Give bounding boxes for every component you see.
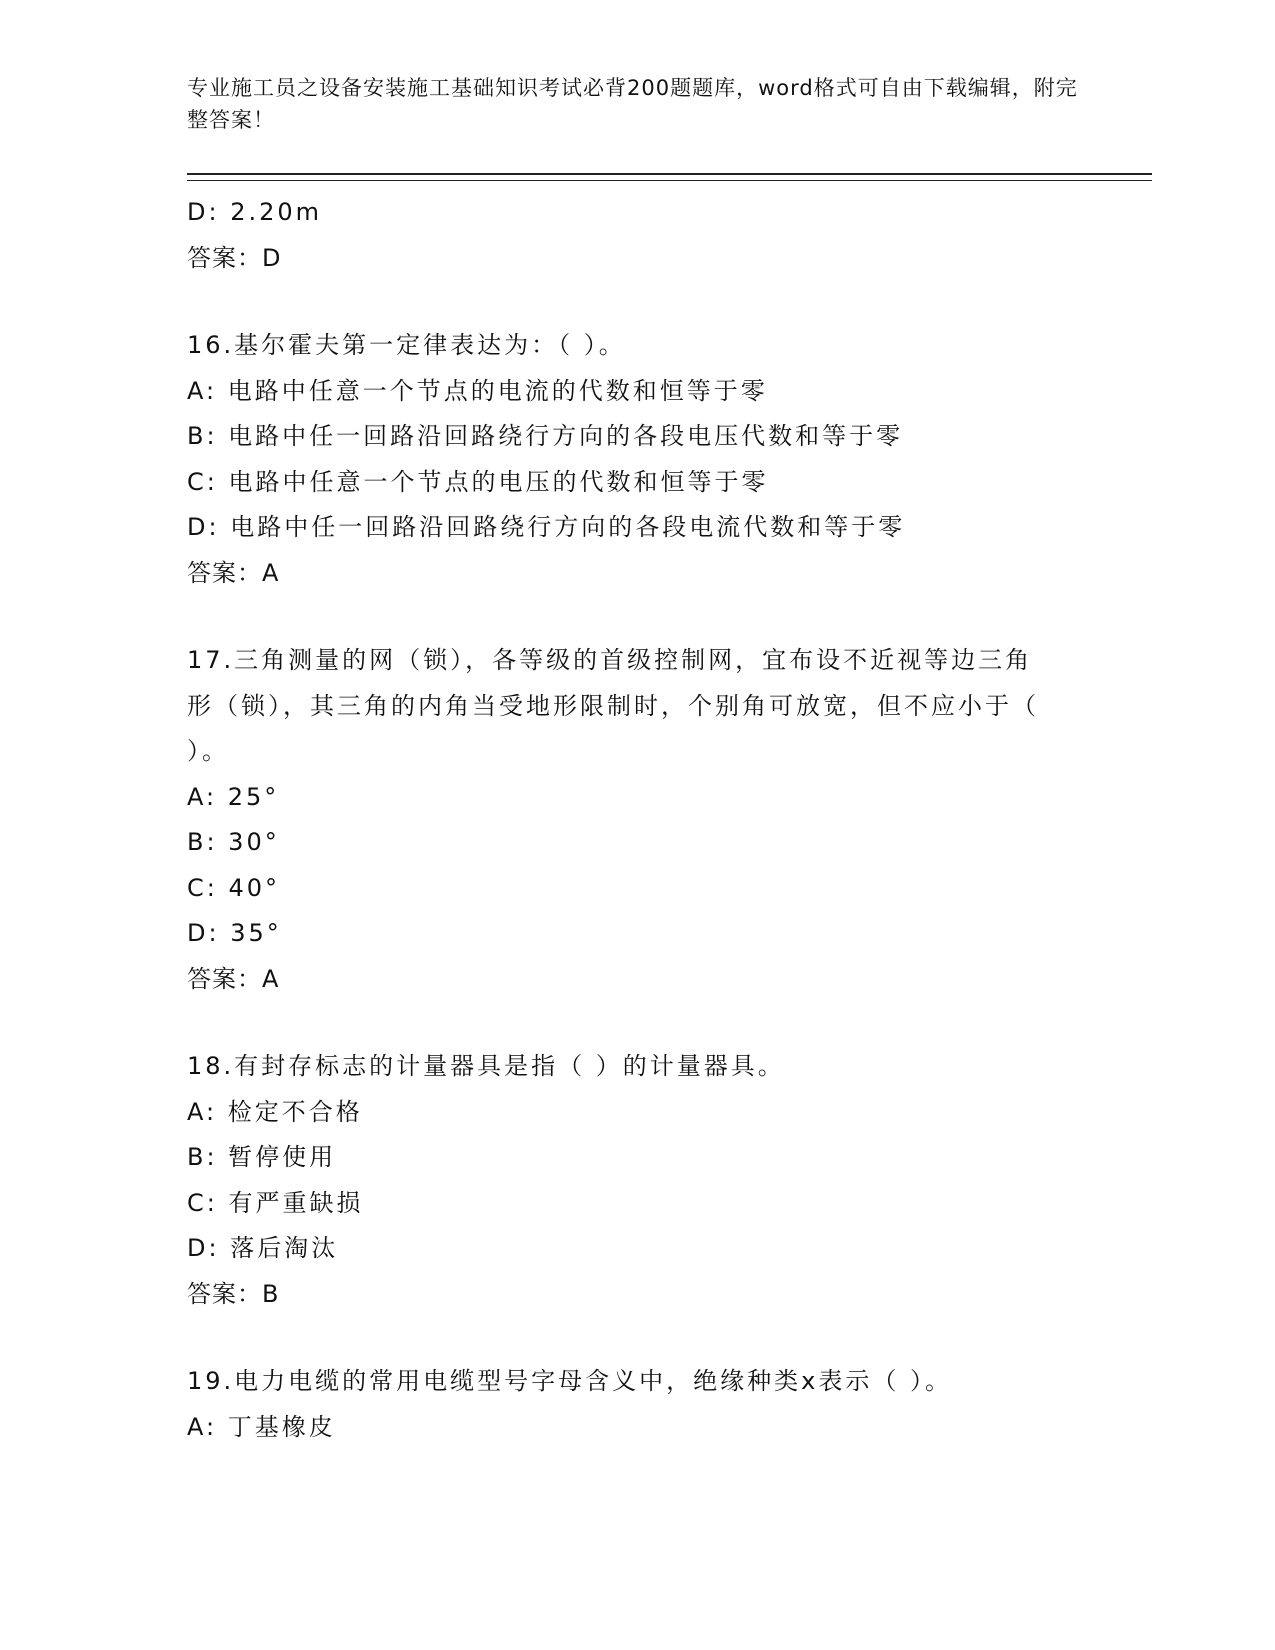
option-b: B: 暂停使用 bbox=[187, 1143, 337, 1171]
answer-line: 答案：A bbox=[187, 558, 280, 587]
option-c: C: 有严重缺损 bbox=[187, 1188, 364, 1217]
question-stem: 17.三角测量的网（锁），各等级的首级控制网，宜布设不近视等边三角形（锁），其三角的内角当受地形限制时，个别角可放宽，但不应小于（ ）。 bbox=[187, 646, 1039, 765]
option-b: B: 30° bbox=[187, 828, 280, 856]
option-d: D: 落后淘汰 bbox=[187, 1234, 339, 1262]
option-a: A: 电路中任意一个节点的电流的代数和恒等于零 bbox=[187, 376, 768, 405]
option-c: C: 40° bbox=[187, 873, 281, 902]
document-header bbox=[187, 72, 1087, 136]
answer-line: 答案：D bbox=[187, 243, 282, 272]
question-16 bbox=[187, 323, 1087, 596]
option-a: A: 丁基橡皮 bbox=[187, 1412, 336, 1441]
question-stem: 19.电力电缆的常用电缆型号字母含义中，绝缘种类x表示（ ）。 bbox=[187, 1367, 952, 1395]
header-rule-thick bbox=[187, 173, 1152, 175]
option-d: D: 电路中任一回路沿回路绕行方向的各段电流代数和等于零 bbox=[187, 513, 906, 541]
question-17 bbox=[187, 638, 1087, 1002]
option-d: D: 35° bbox=[187, 919, 282, 947]
question-19 bbox=[187, 1359, 1087, 1450]
answer-line: 答案：A bbox=[187, 964, 280, 993]
answer-line: 答案：B bbox=[187, 1279, 280, 1308]
option-b: B: 电路中任一回路沿回路绕行方向的各段电压代数和等于零 bbox=[187, 422, 904, 450]
header-rule-thin bbox=[187, 180, 1152, 181]
option-a: A: 25° bbox=[187, 782, 280, 811]
question-stem: 18.有封存标志的计量器具是指（ ）的计量器具。 bbox=[187, 1052, 785, 1080]
question-content bbox=[187, 190, 1087, 1450]
option-a: A: 检定不合格 bbox=[187, 1097, 363, 1126]
option-c: C: 电路中任意一个节点的电压的代数和恒等于零 bbox=[187, 467, 769, 496]
document-title: 专业施工员之设备安装施工基础知识考试必背200题题库，word格式可自由下载编辑，附完整答案！ bbox=[187, 76, 1078, 132]
option-d: D: 2.20m bbox=[187, 198, 323, 226]
question-stem: 16.基尔霍夫第一定律表达为：（ ）。 bbox=[187, 331, 626, 359]
question-18 bbox=[187, 1044, 1087, 1317]
